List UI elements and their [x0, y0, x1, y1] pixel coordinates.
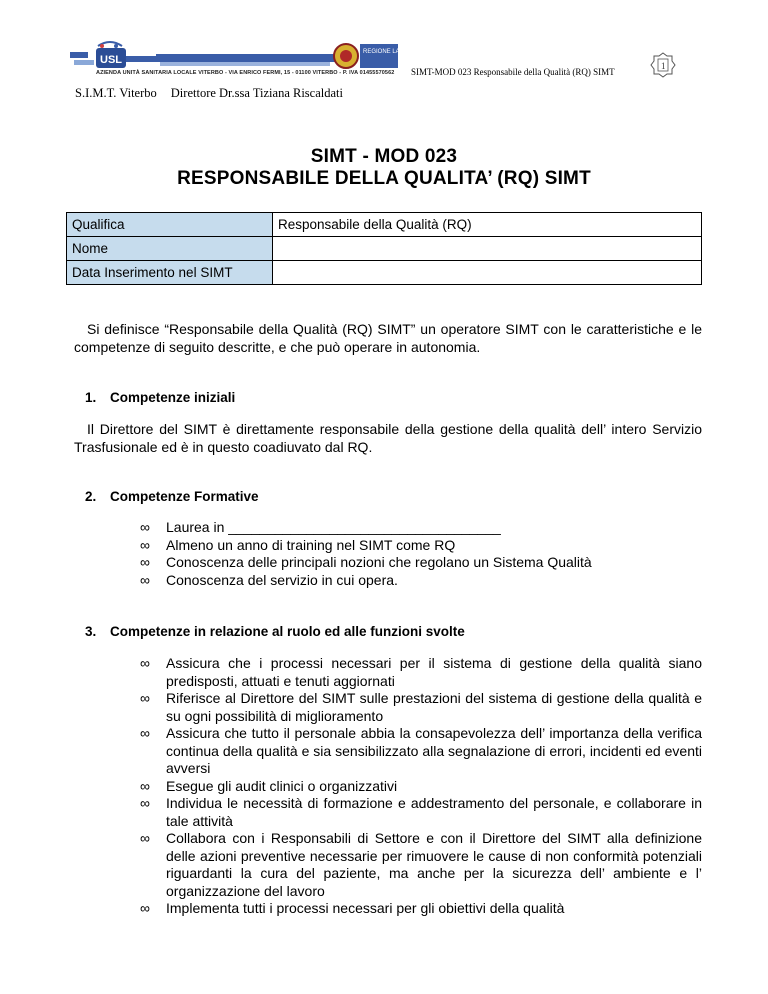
list-item: ∞ Assicura che tutto il personale abbia la consapevolezza dell’ importanza della verifica continua della qualità e sia sensibilizzato alla segnalazione di errori, incidenti ed eventi avversi [140, 725, 702, 776]
list-item: ∞ Conoscenza delle principali nozioni che regolano un Sistema Qualità [140, 554, 592, 570]
list-item: ∞ Assicura che i processi necessari per il sistema di gestione della qualità siano predisposti, attuati e tenuti aggiornati [140, 655, 702, 689]
list-item: ∞ Conoscenza del servizio in cui opera. [140, 571, 398, 588]
doc-title-line2: RESPONSABILE DELLA QUALITA’ (RQ) SIMT [177, 168, 591, 189]
page-number: 1 [661, 61, 666, 71]
section-number: 3. [85, 624, 97, 639]
formative-list [140, 519, 640, 589]
label-nome: Nome [67, 237, 273, 261]
value-data-inserimento [273, 261, 702, 285]
section-number: 1. [85, 390, 97, 405]
bullet-icon: ∞ [140, 519, 150, 535]
list-item: ∞ Almeno un anno di training nel SIMT come RQ [140, 536, 456, 553]
role-competences-list [140, 655, 702, 918]
list-item: ∞ Laurea in ___________________________________ [140, 519, 501, 535]
table-row [67, 261, 702, 285]
doc-reference: SIMT-MOD 023 Responsabile della Qualità (RQ) SIMT [411, 67, 615, 77]
bullet-icon: ∞ [140, 655, 150, 671]
section-1-heading [85, 390, 235, 405]
section-1-text: Il Direttore del SIMT è direttamente responsabile della gestione della qualità dell’ intero Servizio Trasfusionale ed è in questo coadiuvato dal RQ. [74, 421, 702, 455]
org-address-line: AZIENDA UNITÀ SANITARIA LOCALE VITERBO - VIA ENRICO FERMI, 15 - 01100 VITERBO - P. IVA 01455570562 [96, 70, 395, 76]
dept-name: S.I.M.T. Viterbo [75, 86, 157, 100]
director-name: Direttore Dr.ssa Tiziana Riscaldati [170, 86, 343, 100]
list-item: ∞ Implementa tutti i processi necessari per gli obiettivi della qualità [140, 900, 565, 916]
bullet-icon: ∞ [140, 725, 150, 741]
list-item: ∞ Riferisce al Direttore del SIMT sulle prestazioni del sistema di gestione della qualità e su ogni possibilità di miglioramento [140, 690, 702, 724]
logo-text: USL [100, 54, 122, 66]
value-nome [273, 237, 702, 261]
header-dept-line [75, 86, 357, 101]
bullet-icon: ∞ [140, 830, 150, 846]
label-data-inserimento: Data Inserimento nel SIMT [67, 261, 273, 285]
doc-title-line1: SIMT - MOD 023 [310, 146, 458, 167]
table-row [67, 213, 702, 237]
list-item: ∞ Collabora con i Responsabili di Settore e con il Direttore del SIMT alla definizione delle azioni preventive necessarie per rimuovere le cause di non conformità potenziali riguardanti la cura del paziente, ma anche per la sicurezza dell’ ambiente e l’ organizzazione del lavoro [140, 830, 702, 899]
section-2-heading [85, 489, 259, 504]
bullet-icon: ∞ [140, 536, 150, 553]
page-number-icon [650, 52, 676, 78]
info-table [66, 212, 702, 285]
section-3-heading [85, 624, 465, 639]
bullet-icon: ∞ [140, 571, 150, 588]
section-number: 2. [85, 489, 97, 504]
bullet-icon: ∞ [140, 554, 150, 570]
list-item: ∞ Individua le necessità di formazione e addestramento del personale, e collaborare in tale attività [140, 795, 702, 829]
label-qualifica: Qualifica [67, 213, 273, 237]
bullet-icon: ∞ [140, 795, 150, 811]
list-item: ∞ Esegue gli audit clinici o organizzativi [140, 777, 398, 794]
bullet-icon: ∞ [140, 690, 150, 706]
intro-paragraph: Si definisce “Responsabile della Qualità (RQ) SIMT” un operatore SIMT con le caratteristiche e le competenze di seguito descritte, e che può operare in autonomia. [74, 321, 702, 355]
value-qualifica: Responsabile della Qualità (RQ) [273, 213, 702, 237]
bullet-icon: ∞ [140, 900, 150, 916]
section-title: Competenze iniziali [110, 390, 236, 405]
section-title: Competenze Formative [110, 489, 259, 504]
bullet-icon: ∞ [140, 777, 150, 794]
asl-logo-banner [70, 40, 410, 72]
table-row [67, 237, 702, 261]
region-text: REGIONE LAZIO [363, 49, 410, 55]
section-title: Competenze in relazione al ruolo ed alle funzioni svolte [110, 624, 465, 639]
